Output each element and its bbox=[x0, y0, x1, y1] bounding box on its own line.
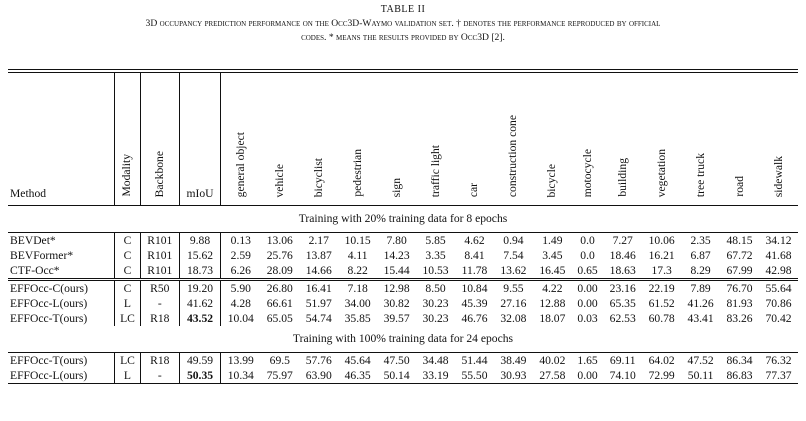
cell-method: CTF-Occ* bbox=[10, 264, 60, 277]
col-header-class-label: pedestrian bbox=[350, 149, 364, 197]
cell-modality: C bbox=[115, 263, 141, 280]
cell-value: 7.80 bbox=[386, 234, 407, 247]
table-row bbox=[8, 296, 798, 311]
cell-value: 42.98 bbox=[765, 264, 792, 277]
cell-value: 55.64 bbox=[759, 280, 798, 297]
cell-value: 8.50 bbox=[416, 280, 455, 297]
cell-value: 51.97 bbox=[305, 297, 332, 310]
cell-value: 0.03 bbox=[577, 312, 598, 325]
col-header-class bbox=[494, 73, 533, 206]
cell-value: 61.52 bbox=[648, 297, 675, 310]
cell-value: 34.48 bbox=[422, 354, 449, 367]
cell-value: 27.58 bbox=[533, 368, 572, 384]
cell-value: 38.49 bbox=[500, 354, 527, 367]
section-header-row bbox=[8, 206, 798, 233]
col-header-class bbox=[221, 73, 261, 206]
cell-value: 28.09 bbox=[266, 264, 293, 277]
table-top-rule bbox=[8, 69, 798, 70]
cell-value: 6.87 bbox=[690, 249, 711, 262]
cell-value: 51.44 bbox=[461, 354, 488, 367]
cell-value: 4.62 bbox=[464, 234, 485, 247]
cell-modality: C bbox=[115, 248, 141, 263]
col-header-class bbox=[377, 73, 416, 206]
col-header-class-label: vehicle bbox=[272, 163, 286, 197]
cell-modality: C bbox=[115, 233, 141, 249]
col-header-class bbox=[720, 73, 759, 206]
cell-method: EFFOcc-T(ours) bbox=[10, 312, 88, 325]
cell-value: 0.0 bbox=[580, 249, 595, 262]
cell-value: 55.50 bbox=[455, 368, 494, 384]
cell-value: 2.17 bbox=[308, 234, 329, 247]
cell-value: 27.16 bbox=[500, 297, 527, 310]
cell-value: 77.37 bbox=[759, 368, 798, 384]
cell-value: 69.5 bbox=[269, 354, 290, 367]
cell-value: 0.94 bbox=[503, 234, 524, 247]
cell-value: 45.64 bbox=[344, 354, 371, 367]
col-header-miou: mIoU bbox=[179, 73, 220, 206]
col-header-class-label: tree truck bbox=[693, 152, 707, 197]
cell-method: EFFOcc-L(ours) bbox=[10, 297, 88, 310]
cell-backbone: R101 bbox=[140, 263, 179, 280]
section-title: Training with 100% training data for 24 epochs bbox=[8, 326, 798, 353]
cell-modality: C bbox=[115, 280, 141, 297]
col-header-class bbox=[572, 73, 603, 206]
cell-value: 17.3 bbox=[651, 264, 672, 277]
cell-method: BEVFormer* bbox=[10, 249, 74, 262]
cell-miou: 19.20 bbox=[179, 280, 220, 297]
cell-value: 41.26 bbox=[687, 297, 714, 310]
cell-value: 2.59 bbox=[230, 249, 251, 262]
cell-value: 57.76 bbox=[305, 354, 332, 367]
cell-miou: 43.52 bbox=[179, 311, 220, 326]
cell-value: 30.23 bbox=[422, 297, 449, 310]
cell-value: 13.62 bbox=[500, 264, 527, 277]
cell-value: 1.65 bbox=[577, 354, 598, 367]
cell-backbone: R50 bbox=[140, 280, 179, 297]
col-header-class-label: sign bbox=[389, 177, 403, 197]
cell-modality: LC bbox=[115, 311, 141, 326]
cell-value: 3.35 bbox=[425, 249, 446, 262]
cell-backbone: R101 bbox=[140, 248, 179, 263]
cell-value: 75.97 bbox=[260, 368, 299, 384]
col-header-class-label: sidewalk bbox=[771, 155, 785, 197]
cell-miou: 41.62 bbox=[179, 296, 220, 311]
cell-value: 83.26 bbox=[726, 312, 753, 325]
table-body bbox=[8, 206, 798, 384]
cell-value: 81.93 bbox=[726, 297, 753, 310]
cell-value: 39.57 bbox=[383, 312, 410, 325]
table-row bbox=[8, 233, 798, 249]
cell-value: 69.11 bbox=[609, 354, 636, 367]
cell-value: 4.28 bbox=[230, 297, 251, 310]
cell-value: 33.19 bbox=[416, 368, 455, 384]
cell-value: 13.99 bbox=[227, 354, 254, 367]
table-row bbox=[8, 311, 798, 326]
col-header-class bbox=[260, 73, 299, 206]
cell-value: 65.05 bbox=[266, 312, 293, 325]
cell-value: 11.78 bbox=[461, 264, 488, 277]
cell-backbone: - bbox=[140, 368, 179, 384]
cell-value: 1.49 bbox=[542, 234, 563, 247]
cell-modality: L bbox=[115, 368, 141, 384]
cell-value: 30.23 bbox=[422, 312, 449, 325]
table-label: TABLE II bbox=[380, 4, 426, 15]
cell-value: 25.76 bbox=[266, 249, 293, 262]
cell-value: 35.85 bbox=[344, 312, 371, 325]
table-row bbox=[8, 353, 798, 369]
cell-method: EFFOcc-C(ours) bbox=[8, 280, 115, 297]
col-header-class bbox=[533, 73, 572, 206]
cell-value: 14.66 bbox=[305, 264, 332, 277]
cell-value: 23.16 bbox=[603, 280, 642, 297]
cell-value: 18.07 bbox=[539, 312, 566, 325]
cell-backbone: R101 bbox=[140, 233, 179, 249]
cell-value: 5.90 bbox=[221, 280, 261, 297]
cell-backbone: R18 bbox=[140, 353, 179, 369]
cell-value: 9.55 bbox=[494, 280, 533, 297]
col-header-class-label: traffic light bbox=[428, 144, 442, 197]
cell-value: 18.63 bbox=[609, 264, 636, 277]
cell-value: 63.90 bbox=[299, 368, 338, 384]
cell-backbone: R18 bbox=[140, 311, 179, 326]
col-header-backbone-label: Backbone bbox=[152, 150, 166, 197]
cell-value: 10.06 bbox=[648, 234, 675, 247]
caption-line-2: codes. * means the results provided by Occ3D [2]. bbox=[301, 32, 505, 43]
cell-value: 70.86 bbox=[765, 297, 792, 310]
col-header-class bbox=[603, 73, 642, 206]
cell-value: 10.15 bbox=[344, 234, 371, 247]
cell-value: 2.35 bbox=[690, 234, 711, 247]
cell-value: 22.19 bbox=[642, 280, 681, 297]
cell-value: 13.87 bbox=[305, 249, 332, 262]
cell-value: 48.15 bbox=[726, 234, 753, 247]
cell-value: 15.44 bbox=[383, 264, 410, 277]
cell-value: 67.99 bbox=[726, 264, 753, 277]
cell-value: 8.22 bbox=[347, 264, 368, 277]
cell-value: 64.02 bbox=[648, 354, 675, 367]
cell-method: EFFOcc-L(ours) bbox=[8, 368, 115, 384]
cell-value: 0.0 bbox=[580, 234, 595, 247]
cell-value: 50.11 bbox=[681, 368, 720, 384]
col-header-class bbox=[759, 73, 798, 206]
cell-value: 0.00 bbox=[572, 280, 603, 297]
cell-value: 7.27 bbox=[612, 234, 633, 247]
col-header-class-label: road bbox=[732, 176, 746, 197]
cell-value: 60.78 bbox=[648, 312, 675, 325]
table-caption bbox=[12, 17, 794, 45]
header-row bbox=[8, 73, 798, 206]
cell-method: EFFOcc-T(ours) bbox=[10, 354, 88, 367]
cell-value: 4.22 bbox=[533, 280, 572, 297]
cell-value: 16.45 bbox=[539, 264, 566, 277]
cell-value: 12.98 bbox=[377, 280, 416, 297]
cell-value: 18.46 bbox=[609, 249, 636, 262]
cell-value: 12.88 bbox=[539, 297, 566, 310]
caption-line-1: 3D occupancy prediction performance on the Occ3D-Waymo validation set. † denotes the performance reproduced by official bbox=[145, 18, 661, 29]
col-header-backbone bbox=[140, 73, 179, 206]
cell-value: 50.14 bbox=[377, 368, 416, 384]
cell-value: 34.00 bbox=[344, 297, 371, 310]
col-header-modality-label: Modality bbox=[120, 154, 134, 197]
cell-miou: 15.62 bbox=[179, 248, 220, 263]
col-header-class bbox=[299, 73, 338, 206]
cell-value: 3.45 bbox=[542, 249, 563, 262]
cell-backbone: - bbox=[140, 296, 179, 311]
cell-value: 86.34 bbox=[726, 354, 753, 367]
cell-value: 70.42 bbox=[765, 312, 792, 325]
col-header-modality bbox=[115, 73, 141, 206]
section-header-row bbox=[8, 326, 798, 353]
cell-value: 0.00 bbox=[572, 368, 603, 384]
cell-value: 5.85 bbox=[425, 234, 446, 247]
col-header-class-label: general object bbox=[233, 131, 247, 197]
cell-value: 30.93 bbox=[494, 368, 533, 384]
col-header-class bbox=[642, 73, 681, 206]
cell-value: 16.21 bbox=[648, 249, 675, 262]
section-title: Training with 20% training data for 8 epochs bbox=[8, 206, 798, 233]
cell-value: 26.80 bbox=[260, 280, 299, 297]
cell-miou: 9.88 bbox=[179, 233, 220, 249]
cell-value: 43.41 bbox=[687, 312, 714, 325]
table-row bbox=[8, 248, 798, 263]
cell-value: 76.70 bbox=[720, 280, 759, 297]
cell-miou: 49.59 bbox=[179, 353, 220, 369]
cell-value: 30.82 bbox=[383, 297, 410, 310]
cell-value: 47.50 bbox=[383, 354, 410, 367]
cell-value: 10.84 bbox=[455, 280, 494, 297]
table-row bbox=[8, 263, 798, 280]
cell-value: 76.32 bbox=[765, 354, 792, 367]
col-header-class-label: car bbox=[467, 182, 481, 197]
cell-miou: 18.73 bbox=[179, 263, 220, 280]
cell-value: 67.72 bbox=[726, 249, 753, 262]
col-header-class-label: bicyclist bbox=[311, 157, 325, 197]
table-row bbox=[8, 280, 798, 297]
cell-value: 0.00 bbox=[577, 297, 598, 310]
col-header-class bbox=[455, 73, 494, 206]
cell-value: 62.53 bbox=[609, 312, 636, 325]
cell-value: 10.34 bbox=[221, 368, 261, 384]
cell-value: 7.54 bbox=[503, 249, 524, 262]
cell-value: 86.83 bbox=[720, 368, 759, 384]
cell-value: 8.41 bbox=[464, 249, 485, 262]
cell-value: 65.35 bbox=[609, 297, 636, 310]
cell-value: 14.23 bbox=[383, 249, 410, 262]
col-header-method: Method bbox=[10, 187, 47, 200]
cell-value: 16.41 bbox=[299, 280, 338, 297]
col-header-class-label: vegetation bbox=[654, 148, 668, 197]
cell-value: 10.53 bbox=[422, 264, 449, 277]
cell-value: 10.04 bbox=[227, 312, 254, 325]
results-table bbox=[8, 72, 798, 384]
cell-value: 7.18 bbox=[338, 280, 377, 297]
cell-value: 46.35 bbox=[338, 368, 377, 384]
cell-value: 74.10 bbox=[603, 368, 642, 384]
col-header-class bbox=[681, 73, 720, 206]
cell-value: 0.65 bbox=[577, 264, 598, 277]
cell-value: 54.74 bbox=[305, 312, 332, 325]
cell-modality: LC bbox=[115, 353, 141, 369]
col-header-class-label: bicycle bbox=[545, 163, 559, 197]
col-header-class-label: motocycle bbox=[580, 148, 594, 197]
cell-value: 47.52 bbox=[687, 354, 714, 367]
cell-method: BEVDet* bbox=[10, 234, 56, 247]
cell-miou: 50.35 bbox=[179, 368, 220, 384]
col-header-class bbox=[416, 73, 455, 206]
cell-value: 32.08 bbox=[500, 312, 527, 325]
cell-value: 4.11 bbox=[347, 249, 368, 262]
cell-value: 46.76 bbox=[461, 312, 488, 325]
cell-value: 41.68 bbox=[765, 249, 792, 262]
cell-modality: L bbox=[115, 296, 141, 311]
col-header-class bbox=[338, 73, 377, 206]
cell-value: 66.61 bbox=[266, 297, 293, 310]
cell-value: 7.89 bbox=[681, 280, 720, 297]
cell-value: 8.29 bbox=[690, 264, 711, 277]
cell-value: 0.13 bbox=[230, 234, 251, 247]
cell-value: 45.39 bbox=[461, 297, 488, 310]
table-row bbox=[8, 368, 798, 384]
col-header-class-label: building bbox=[615, 158, 629, 197]
cell-value: 13.06 bbox=[266, 234, 293, 247]
cell-value: 40.02 bbox=[539, 354, 566, 367]
col-header-class-label: construction cone bbox=[506, 114, 520, 197]
cell-value: 34.12 bbox=[765, 234, 792, 247]
cell-value: 72.99 bbox=[642, 368, 681, 384]
cell-value: 6.26 bbox=[230, 264, 251, 277]
